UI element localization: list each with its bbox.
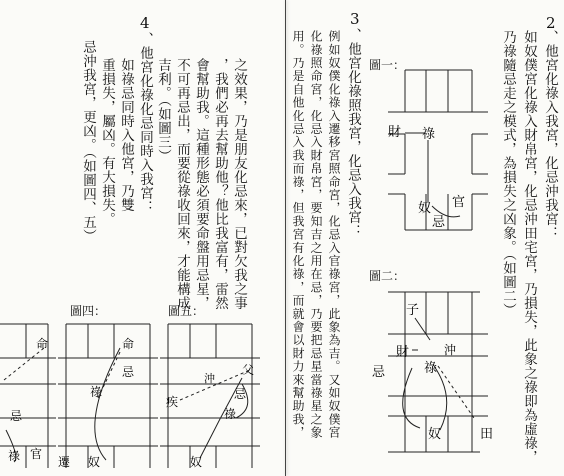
fig5-label-ji2: 疾 [166,395,179,409]
fig5-label-chong: 沖 [204,372,215,385]
fig2-label-ji: 忌 [372,365,386,380]
fig5-label-ji: 忌 [234,387,247,401]
text-column: 化祿照命宮，化忌入財帛宮，要知吉之用在忌，乃要把忌星當祿星之象 [309,30,323,440]
fig3-label-ming: 命 [36,337,49,351]
figure-1-diagram [360,56,500,246]
fig3-label-lu: 祿 [8,449,21,463]
figure-5-diagram [160,318,260,476]
text-column: 如奴僕宮化祿入財帛宮，化忌沖田宅宮，乃損失，此象之祿即為虛祿， [521,30,537,464]
figure-2-title: 圖二： [369,269,406,283]
text-column: 例如奴僕化祿入遷移宮照命宮，化忌入官祿宮，此象為吉。又如奴僕宮 [327,30,341,440]
book-spine [285,0,286,476]
item-number-4: 4 [140,14,150,32]
fig1-label-cai: 財 [388,125,402,140]
fig2-label-cai: 財 [396,345,410,360]
fig5-label-lu: 祿 [224,407,237,421]
text-column: 吉利。（如圖三） [155,58,171,164]
text-column: 、他宮化祿照我宮，化忌入我宮： [345,28,361,238]
fig1-label-ji: 忌 [432,215,446,230]
fig3-label-ji: 忌 [10,409,23,423]
figure-4-title: 圖四： [70,304,107,318]
text-column: 之效果，乃是朋友化忌來，已對欠我之事 [231,58,247,310]
fig2-label-zi: 子 [406,303,420,318]
fig1-label-guan: 官 [452,195,466,210]
text-column: ，我們必再去幫助他？他比我富有，雷然 [212,58,228,310]
fig2-label-chong: 沖 [444,343,457,357]
item-number-2: 2 [546,14,556,32]
figure-4-diagram [58,318,158,476]
figure-3-diagram [0,318,56,476]
fig4-label-ming: 命 [122,337,135,351]
text-column: 乃祿隨忌走之模式，為損失之凶象。（如圖二） [500,30,516,318]
fig4-label-lu: 祿 [90,385,103,399]
figure-2-diagram [360,278,500,468]
fig5-label-nu: 奴 [190,455,203,469]
fig4-label-nu: 奴 [88,455,101,469]
fig5-label-fu: 父 [242,363,255,377]
text-column: 、他宮化祿入我宮，化忌沖我宮： [542,30,558,240]
figure-5-title: 圖五： [168,304,205,318]
fig2-label-nu: 奴 [428,427,442,442]
text-column: 會幫助我。這種形態必須要命盤用忌星， [193,58,209,310]
text-column: 不可再忌出，而要從祿收回來，才能構成 [174,58,190,310]
fig4-label-ji: 忌 [122,365,135,379]
text-column: 重損失，屬凶。有大損失。 [99,58,115,226]
text-column: 如祿忌同時入他宮，乃雙 [118,58,134,212]
item-number-3: 3 [350,10,360,28]
text-column: 、他宮化祿化忌同時入我宮： [137,32,153,214]
fig1-label-lu: 祿 [422,127,436,142]
fig1-label-nu: 奴 [418,201,432,216]
fig2-label-tian: 田 [480,427,494,442]
text-column: 忌沖我宮，更凶。（如圖四、五） [80,40,96,244]
text-column: 用。乃是自他化忌入我而祿，但我宮有化祿，而就會以財力來幫助我， [291,30,305,440]
fig4-label-qian: 遷 [58,455,71,469]
fig2-label-lu: 祿 [424,361,438,376]
figure-1-title: 圖一： [369,58,406,72]
fig3-label-guan: 官 [30,447,43,461]
